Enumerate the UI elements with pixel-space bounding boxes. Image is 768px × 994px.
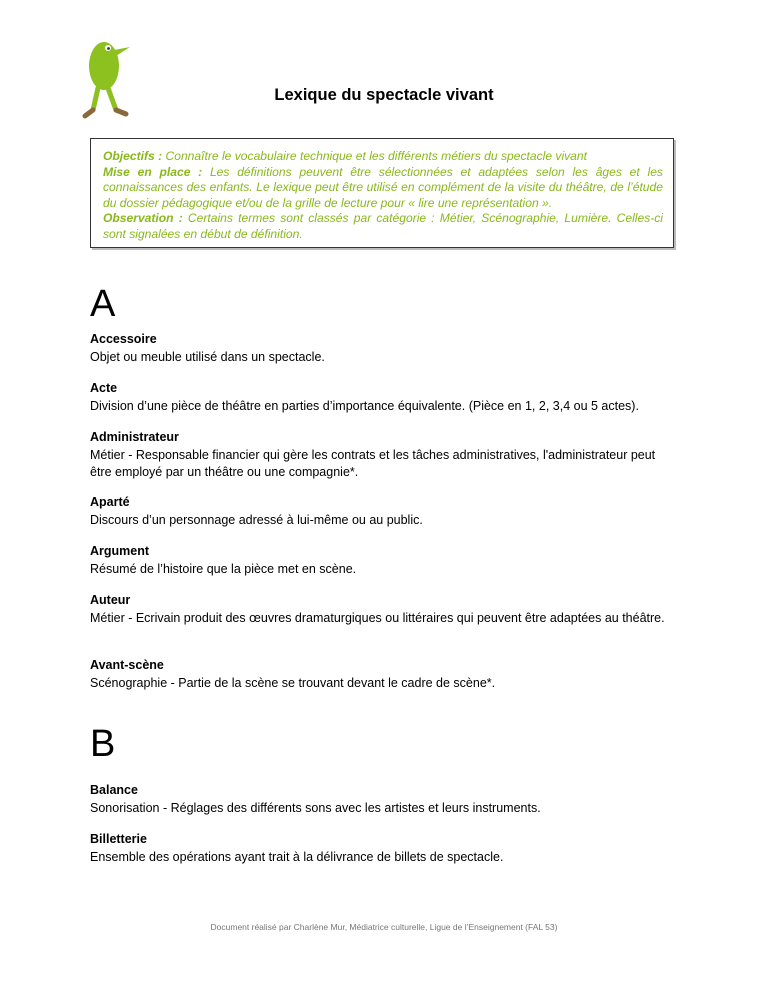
entry-definition: Ensemble des opérations ayant trait à la délivrance de billets de spectacle. <box>90 849 504 864</box>
entry-definition: Discours d’un personnage adressé à lui-même ou au public. <box>90 512 423 527</box>
entry-definition: Division d’une pièce de théâtre en parties d’importance équivalente. (Pièce en 1, 2, 3,4 ou 5 actes). <box>90 398 639 413</box>
entry-definition: Objet ou meuble utilisé dans un spectacle. <box>90 349 325 364</box>
entry-definition: Métier - Ecrivain produit des œuvres dramaturgiques ou littéraires qui peuvent être adaptées au théâtre. <box>90 610 665 625</box>
observation-label: Observation : <box>103 211 183 226</box>
section-letter-b: B <box>90 723 116 765</box>
entry-definition: Sonorisation - Réglages des différents sons avec les artistes et leurs instruments. <box>90 800 541 815</box>
glossary-entry <box>90 592 680 627</box>
observation-text: Certains termes sont classés par catégorie : Métier, Scénographie, Lumière. Celles-ci sont signalées en début de définition. <box>103 211 663 241</box>
entry-term: Auteur <box>90 593 131 607</box>
entry-definition: Métier - Responsable financier qui gère les contrats et les tâches administratives, l'administrateur peut être employé par un théâtre ou une compagnie*. <box>90 447 656 479</box>
entry-term: Acte <box>90 381 118 395</box>
document-title: Lexique du spectacle vivant <box>274 86 494 104</box>
objectives-box <box>90 138 674 248</box>
page-footer: Document réalisé par Charlène Mur, Médiatrice culturelle, Ligue de l’Enseignement (FAL 53) <box>210 922 558 932</box>
section-letter-a: A <box>90 283 116 325</box>
glossary-entry <box>90 831 680 866</box>
glossary-entry <box>90 380 680 415</box>
glossary-entry <box>90 331 680 366</box>
glossary-entry <box>90 494 680 529</box>
objectifs-label: Objectifs : <box>103 149 163 163</box>
mise-en-place-text: Les définitions peuvent être sélectionnées et adaptées selon les âges et les connaissances des enfants. Le lexique peut être utilisé en complément de la visite du théâtre, de l’étude du dossier pédagogique et/ou de la grille de lecture pour « lire une représentation ». <box>103 164 663 210</box>
mise-en-place-label: Mise en place : <box>103 164 203 179</box>
mise-en-place-paragraph <box>103 165 663 212</box>
entry-term: Balance <box>90 783 138 797</box>
entry-term: Aparté <box>90 495 130 509</box>
green-bird-mascot-icon <box>78 30 138 122</box>
entry-term: Administrateur <box>90 430 179 444</box>
entry-term: Avant-scène <box>90 658 164 672</box>
objectifs-text: Connaître le vocabulaire technique et les différents métiers du spectacle vivant <box>162 149 587 163</box>
glossary-entry <box>90 657 680 692</box>
glossary-entry <box>90 782 680 817</box>
entry-term: Argument <box>90 544 150 558</box>
entry-term: Billetterie <box>90 832 147 846</box>
observation-paragraph <box>103 211 663 242</box>
entry-definition: Scénographie - Partie de la scène se trouvant devant le cadre de scène*. <box>90 675 496 690</box>
glossary-entry <box>90 543 680 578</box>
entry-term: Accessoire <box>90 332 157 346</box>
glossary-entry <box>90 429 680 482</box>
objectifs-paragraph <box>103 149 663 165</box>
entry-definition: Résumé de l’histoire que la pièce met en scène. <box>90 561 357 576</box>
